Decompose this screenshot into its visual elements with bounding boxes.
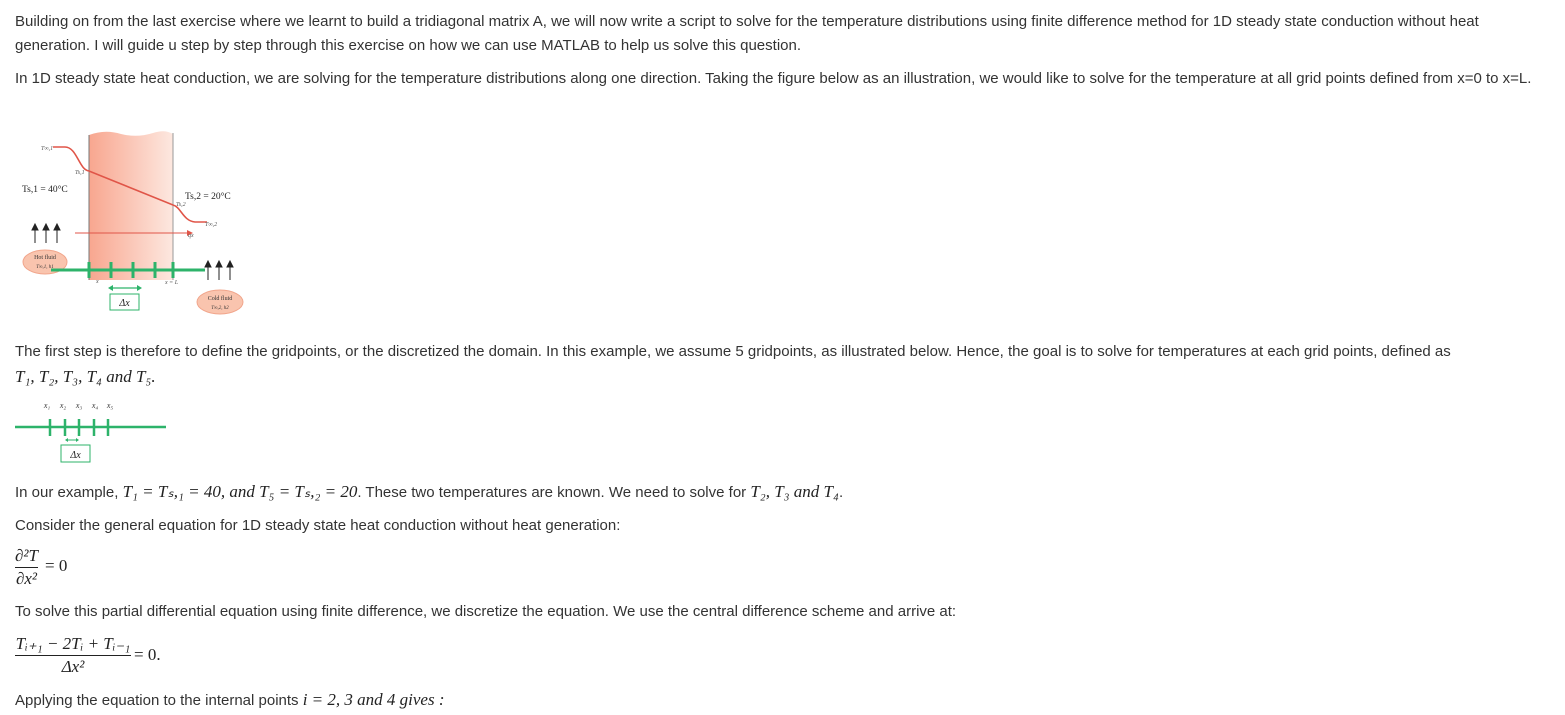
x-origin-label: x [96,279,99,285]
hot-fluid-label: Hot fluid [34,255,56,261]
grid-label-x1: x₁ [43,401,51,410]
central-difference-fraction [15,634,131,677]
wall-slab [89,131,173,280]
heat-equation-rhs: = 0 [45,556,68,575]
gridpoints-text: The first step is therefore to define the gridpoints, or the discretized the domain. In this example, we assume 5 gridpoints, as illustrated below. Hence, the goal is to solve for temperatures at each grid points, defined as [15,343,1451,360]
ts2-small-label: Ts,2 [176,202,186,208]
central-difference-denominator: Δx² [61,657,85,676]
grid-point-labels [43,401,114,410]
internal-points-paragraph [15,688,1540,713]
t-inf1-label: T∞,1 [41,146,54,152]
grid-dx-label: Δx [70,450,81,461]
known-temps-text-b: . These two temperatures are known. We need to solve for [357,484,751,501]
discretize-paragraph: To solve this partial differential equation using finite difference, we discretize the equation. We use the central difference scheme and arrive at: [15,603,957,620]
known-temps-paragraph [15,480,1540,505]
known-temps-math: T₁ = Tₛ,₁ = 40, and T₅ = Tₛ,₂ = 20 [122,482,358,501]
cold-fluid-label: Cold fluid [207,296,233,302]
ts1-small-label: Ts,1 [75,170,85,176]
hot-side-arrows [32,224,60,243]
heat-equation-numerator: ∂²T [15,546,38,565]
grid-label-x4: x₄ [91,401,99,410]
ts2-label: Ts,2 = 20°C [185,192,231,202]
gridpoints-math: T₁, T₂, T₃, T₄ and T₅. [15,367,156,386]
grid-label-x5: x₅ [106,401,114,410]
hot-fluid-sub: T∞,1, h1 [36,265,54,270]
known-temps-text-a: In our example, [15,484,123,501]
grid-points-figure [15,397,170,465]
intro-paragraph: Building on from the last exercise where we learnt to build a tridiagonal matrix A, we will now write a script to solve for the temperature distributions using finite difference method for 1D steady state conduction without heat generation. I will guide u step by step through this exercise on how we can use MATLAB to help us solve this question. [15,13,1479,54]
heat-equation-fraction [15,546,38,589]
unknown-temps-math: T₂, T₃ and T₄ [750,482,839,501]
heat-equation-denominator: ∂x² [15,569,37,588]
general-equation-paragraph: Consider the general equation for 1D steady state heat conduction without heat generation: [15,517,621,534]
context-paragraph: In 1D steady state heat conduction, we are solving for the temperature distributions along one direction. Taking the figure below as an illustration, we would like to solve for the temperature at all grid points defined from x=0 to x=L. [15,70,1532,87]
internal-points-text: Applying the equation to the internal points [15,692,303,709]
dx-label: Δx [119,298,130,309]
wall-conduction-figure [15,125,255,320]
gridpoints-paragraph [15,339,1540,390]
central-difference-rhs: = 0. [134,645,161,664]
cold-fluid-sub: T∞,2, h2 [211,306,229,311]
cold-side-arrows [205,261,233,280]
grid-label-x3: x₃ [75,401,83,410]
grid-label-x2: x₂ [59,401,67,410]
t-inf2-label: T∞,2 [205,222,218,228]
internal-points-math: i = 2, 3 and 4 gives : [302,690,445,709]
x-end-label: x = L [165,280,179,286]
central-difference-numerator: Tᵢ₊₁ − 2Tᵢ + Tᵢ₋₁ [15,634,131,653]
qx-label: qx [188,233,194,239]
known-temps-text-c: . [838,484,844,501]
ts1-label: Ts,1 = 40°C [22,185,68,195]
